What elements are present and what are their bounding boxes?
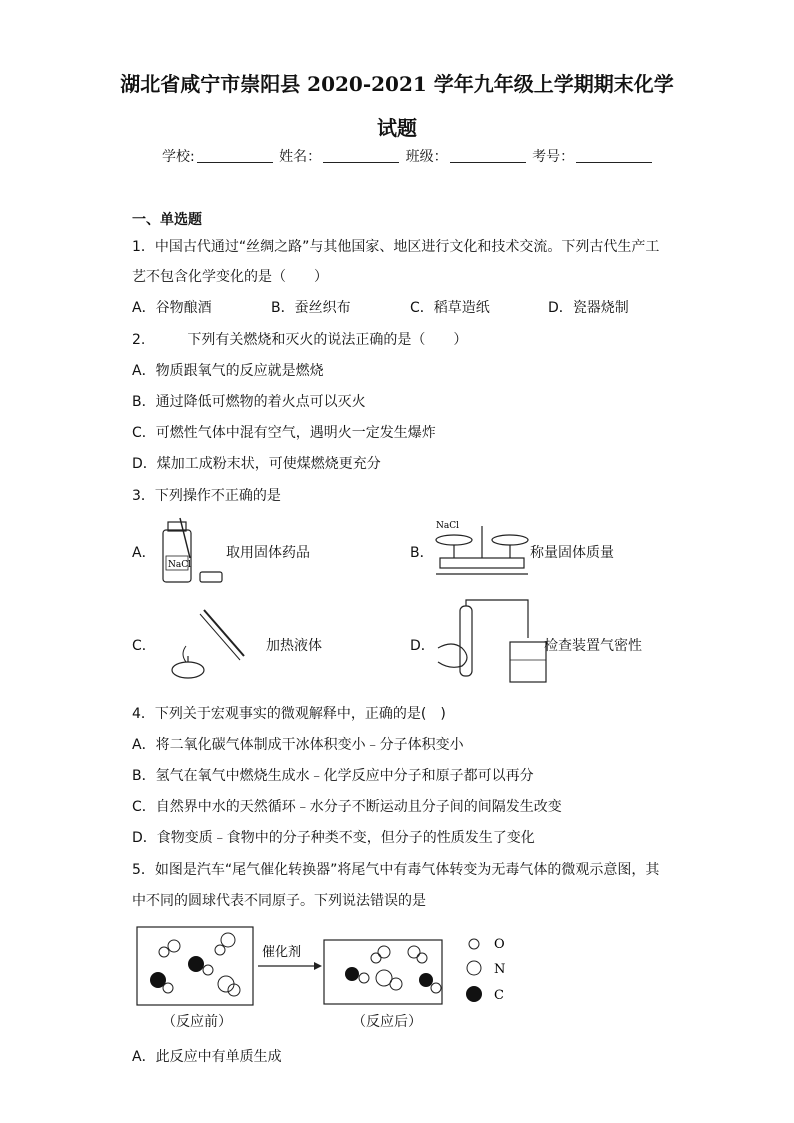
catalyst-label: 催化剂	[262, 945, 302, 960]
q2-option-b: B．通过降低可燃物的着火点可以灭火	[132, 394, 366, 410]
school-blank[interactable]	[197, 148, 273, 163]
q5-option-a: A．此反应中有单质生成	[132, 1049, 282, 1065]
balance-label: NaCl	[436, 521, 460, 531]
q3-option-a-letter: A．	[132, 545, 156, 561]
q2-option-a: A．物质跟氧气的反应就是燃烧	[132, 363, 324, 379]
q5-stem-line1: 5．如图是汽车“尾气催化转换器”将尾气中有毒气体转变为无毒气体的微观示意图，其	[132, 862, 660, 878]
q3-caption-c: 加热液体	[266, 638, 322, 654]
bottle-label: NaCl	[168, 560, 192, 570]
q3-option-b-letter: B．	[410, 545, 434, 561]
q5-stem-line2: 中不同的圆球代表不同原子。下列说法错误的是	[132, 893, 426, 909]
q1-option-b: B．蚕丝织布	[271, 300, 351, 316]
q3-option-d-letter: D．	[410, 638, 435, 654]
legend-o-circle	[469, 939, 479, 949]
q4-stem: 4．下列关于宏观事实的微观解释中，正确的是( )	[132, 706, 446, 722]
q4-option-b: B．氢气在氧气中燃烧生成水﹣化学反应中分子和原子都可以再分	[132, 768, 534, 784]
airtightness-check-figure	[430, 598, 554, 686]
before-caption: （反应前）	[162, 1014, 232, 1030]
q4-option-c: C．自然界中水的天然循环﹣水分子不断运动且分子间的间隔发生改变	[132, 799, 562, 815]
q3-caption-a: 取用固体药品	[226, 545, 310, 561]
name-label: 姓名：	[279, 149, 322, 165]
legend-n-circle	[467, 961, 481, 975]
after-caption: （反应后）	[352, 1014, 422, 1030]
q4-option-d: D．食物变质﹣食物中的分子种类不变，但分子的性质发生了变化	[132, 830, 535, 846]
q1-option-a: A．谷物酿酒	[132, 300, 212, 316]
school-label: 学校:	[162, 149, 195, 165]
q3-option-c-letter: C．	[132, 638, 156, 654]
q2-option-d: D．煤加工成粉末状，可使煤燃烧更充分	[132, 456, 381, 472]
section-heading: 一、单选题	[132, 212, 202, 228]
q3-caption-b: 称量固体质量	[530, 545, 614, 561]
q1-option-c: C．稻草造纸	[410, 300, 490, 316]
student-info-row	[162, 146, 654, 166]
q2-option-c: C．可燃性气体中混有空气，遇明火一定发生爆炸	[132, 425, 436, 441]
q3-stem: 3．下列操作不正确的是	[132, 488, 281, 504]
balance-figure	[432, 514, 532, 580]
after-box	[324, 940, 442, 1004]
exam-number-label: 考号：	[532, 149, 575, 165]
q2-stem: 2. 下列有关燃烧和灭火的说法正确的是（ ）	[132, 332, 468, 348]
exam-title-line2: 试题	[377, 116, 417, 140]
q3-caption-d: 检查装置气密性	[544, 638, 642, 654]
exam-number-blank[interactable]	[576, 148, 652, 163]
q1-option-d: D．瓷器烧制	[548, 300, 629, 316]
q1-stem-line1: 1．中国古代通过“丝绸之路”与其他国家、地区进行文化和技术交流。下列古代生产工	[132, 239, 660, 255]
legend-c-circle	[466, 986, 482, 1002]
class-blank[interactable]	[450, 148, 526, 163]
exam-title-line1: 湖北省咸宁市崇阳县 2020-2021 学年九年级上学期期末化学	[120, 72, 674, 96]
legend-o: O	[494, 937, 505, 952]
heating-liquid-figure	[164, 606, 254, 682]
class-label: 班级：	[405, 149, 448, 165]
reaction-diagram	[136, 926, 514, 1008]
q4-option-a: A．将二氧化碳气体制成干冰体积变小﹣分子体积变小	[132, 737, 464, 753]
legend-c: C	[494, 988, 504, 1003]
legend-n: N	[494, 962, 506, 977]
name-blank[interactable]	[323, 148, 399, 163]
reagent-bottle-figure	[150, 514, 230, 588]
q1-stem-line2: 艺不包含化学变化的是（ ）	[132, 269, 328, 285]
